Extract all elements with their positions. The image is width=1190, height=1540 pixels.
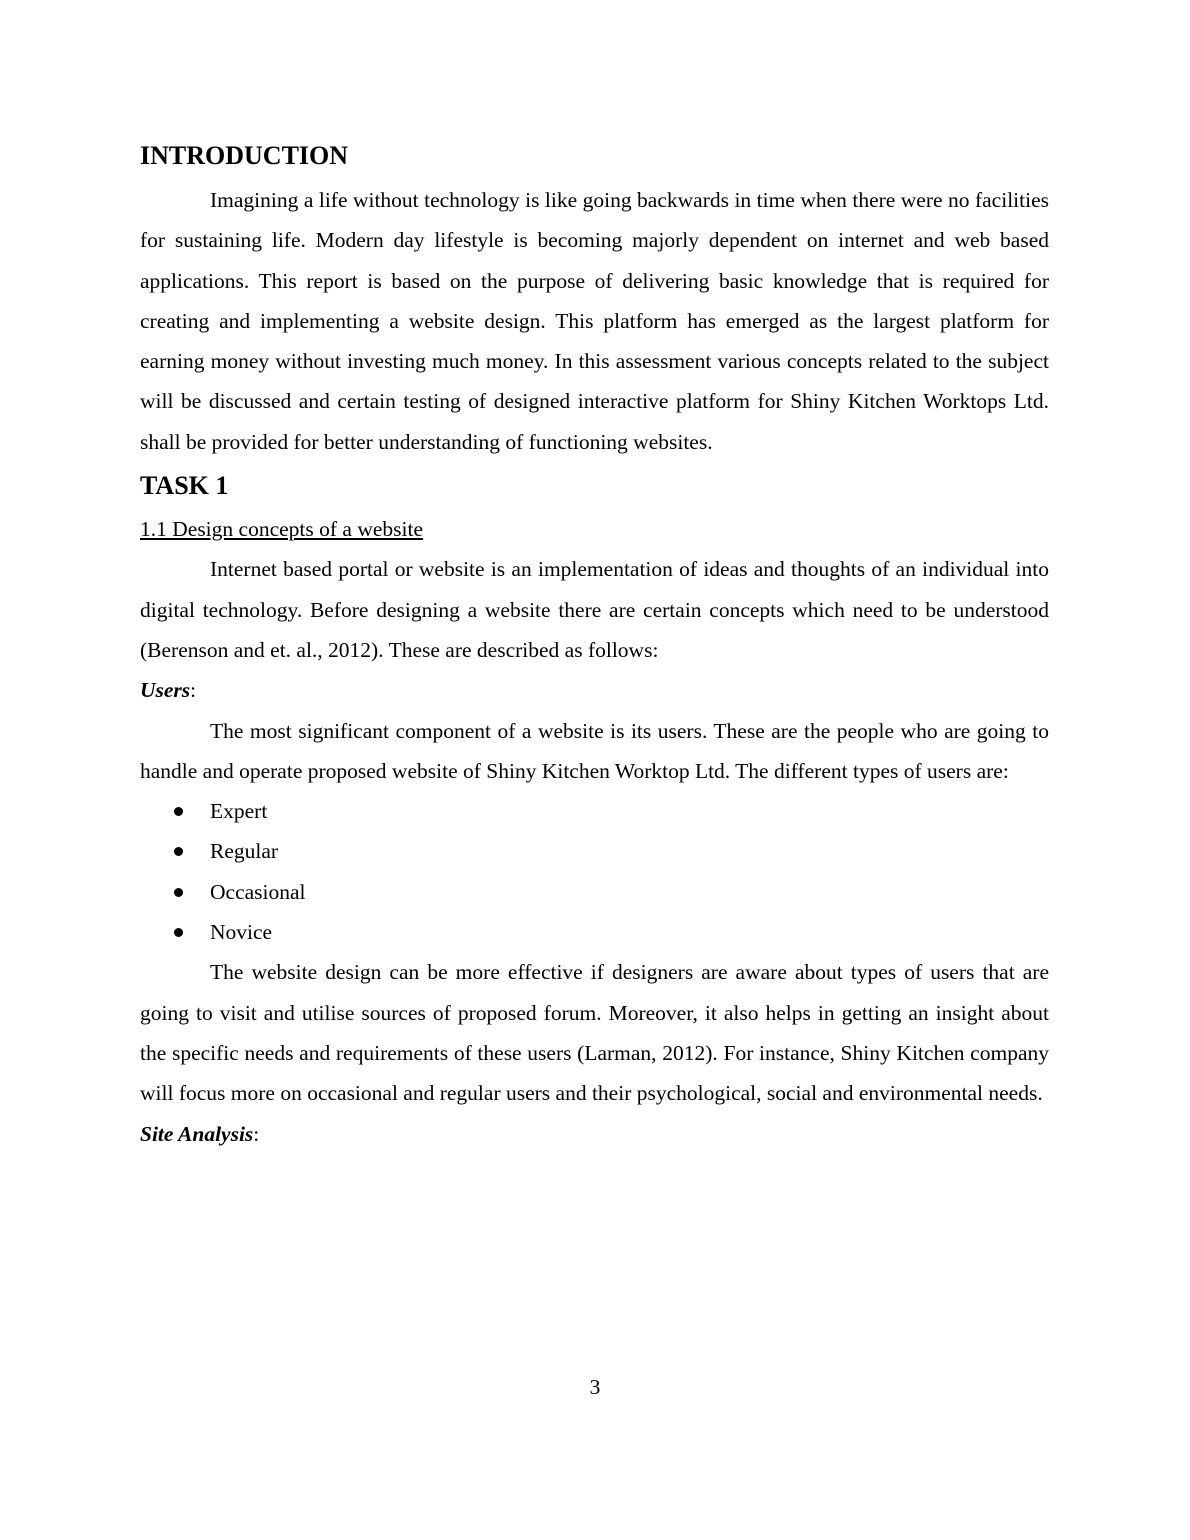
list-item <box>140 912 1049 952</box>
bullet-icon <box>174 847 183 856</box>
user-type-expert: Expert <box>210 799 268 824</box>
user-type-novice: Novice <box>210 920 273 945</box>
list-item <box>140 831 1049 871</box>
list-item <box>140 791 1049 831</box>
users-label-line <box>140 670 1049 710</box>
site-analysis-label-line <box>140 1114 1049 1154</box>
user-types-list <box>140 791 1049 952</box>
users-label: Users <box>140 678 191 703</box>
task-1-heading: TASK 1 <box>140 471 229 501</box>
bullet-icon <box>174 888 183 897</box>
users-colon: : <box>190 678 197 703</box>
users-paragraph: The most significant component of a website is its users. These are the people who are going to handle and operate proposed website of Shiny Kitchen Worktop Ltd. The different types of users are: <box>140 718 1049 783</box>
website-design-paragraph: The website design can be more effective if designers are aware about types of users that are going to visit and utilise sources of proposed forum. Moreover, it also helps in getting an insight about the specific needs and requirements of these users (Larman, 2012). For instance, Shiny Kitchen company will focus more on occasional and regular users and their psychological, social and environmental needs. <box>140 960 1049 1106</box>
introduction-heading: INTRODUCTION <box>140 141 349 170</box>
page-number: 3 <box>589 1375 601 1399</box>
section-subheading <box>140 509 1049 549</box>
introduction-paragraph: Imagining a life without technology is like going backwards in time when there were no facilities for sustaining life. Modern day lifestyle is becoming majorly dependent on internet and web based applications. This report is based on the purpose of delivering basic knowledge that is required for creating and implementing a website design. This platform has emerged as the largest platform for earning money without investing much money. In this assessment various concepts related to the subject will be discussed and certain testing of designed interactive platform for Shiny Kitchen Worktops Ltd. shall be provided for better understanding of functioning websites. <box>140 188 1049 454</box>
document-page <box>140 137 1049 1154</box>
design-concepts-paragraph: Internet based portal or website is an implementation of ideas and thoughts of an individual into digital technology. Before designing a website there are certain concepts which need to be understood (Berenson and et. al., 2012). These are described as follows: <box>140 557 1049 662</box>
design-concepts-subheading: 1.1 Design concepts of a website <box>140 517 424 542</box>
user-type-regular: Regular <box>210 839 279 864</box>
site-analysis-label: Site Analysis <box>140 1121 254 1146</box>
site-analysis-colon: : <box>253 1121 260 1146</box>
bullet-icon <box>174 807 183 816</box>
list-item <box>140 872 1049 912</box>
bullet-icon <box>174 928 183 937</box>
user-type-occasional: Occasional <box>210 879 306 904</box>
